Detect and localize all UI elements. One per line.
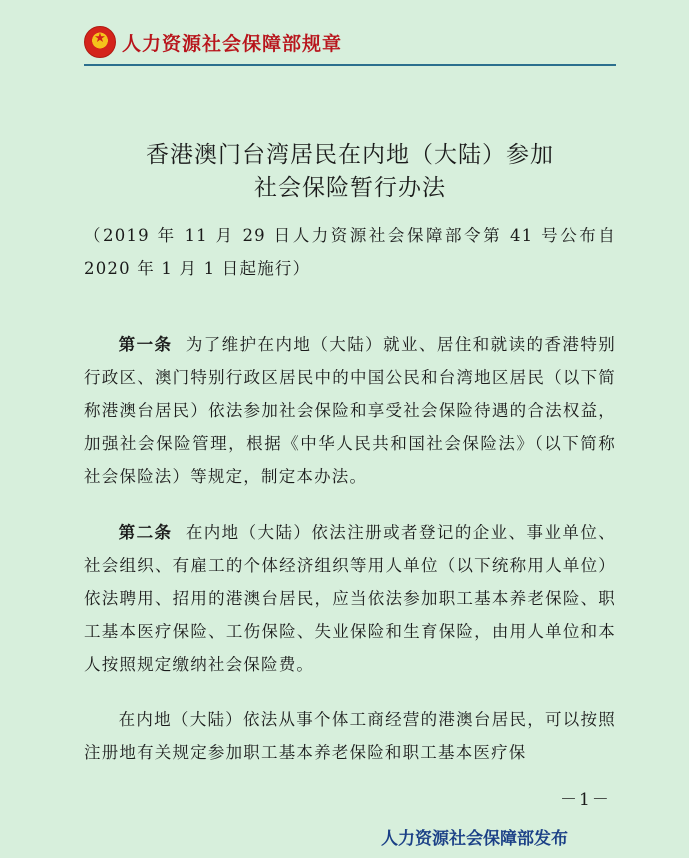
header-title: 人力资源社会保障部规章 — [122, 32, 343, 55]
document-title — [84, 139, 616, 205]
article-2-label: 第二条 — [118, 523, 173, 542]
document-subtitle: （2019 年 11 月 29 日人力资源社会保障部令第 41 号公布自 2020 年 1 月 1 日起施行） — [84, 226, 616, 278]
article-1 — [84, 328, 616, 493]
page-number: －1－ — [560, 790, 611, 810]
header-divider — [84, 64, 616, 66]
article-1-text: 为了维护在内地（大陆）就业、居住和就读的香港特别行政区、澳门特别行政区居民中的中国公民和台湾地区居民（以下简称港澳台居民）依法参加社会保险和享受社会保险待遇的合法权益，加强社会保险管理，根据《中华人民共和国社会保险法》（以下简称社会保险法）等规定，制定本办法。 — [84, 335, 616, 486]
article-1-label: 第一条 — [118, 335, 173, 354]
paragraph-3: 在内地（大陆）依法从事个体工商经营的港澳台居民，可以按照注册地有关规定参加职工基本养老保险和职工基本医疗保 — [84, 710, 616, 762]
article-2 — [84, 516, 616, 681]
article-2-text: 在内地（大陆）依法注册或者登记的企业、事业单位、社会组织、有雇工的个体经济组织等用人单位（以下统称用人单位）依法聘用、招用的港澳台居民，应当依法参加职工基本养老保险、职工基本医疗保险、工伤保险、失业保险和生育保险，由用人单位和本人按照规定缴纳社会保险费。 — [84, 523, 616, 674]
national-emblem-icon — [84, 26, 116, 58]
title-line-2: 社会保险暂行办法 — [254, 175, 446, 201]
footer-publisher: 人力资源社会保障部发布 — [381, 829, 568, 849]
title-line-1: 香港澳门台湾居民在内地（大陆）参加 — [146, 142, 554, 168]
header — [84, 24, 342, 60]
